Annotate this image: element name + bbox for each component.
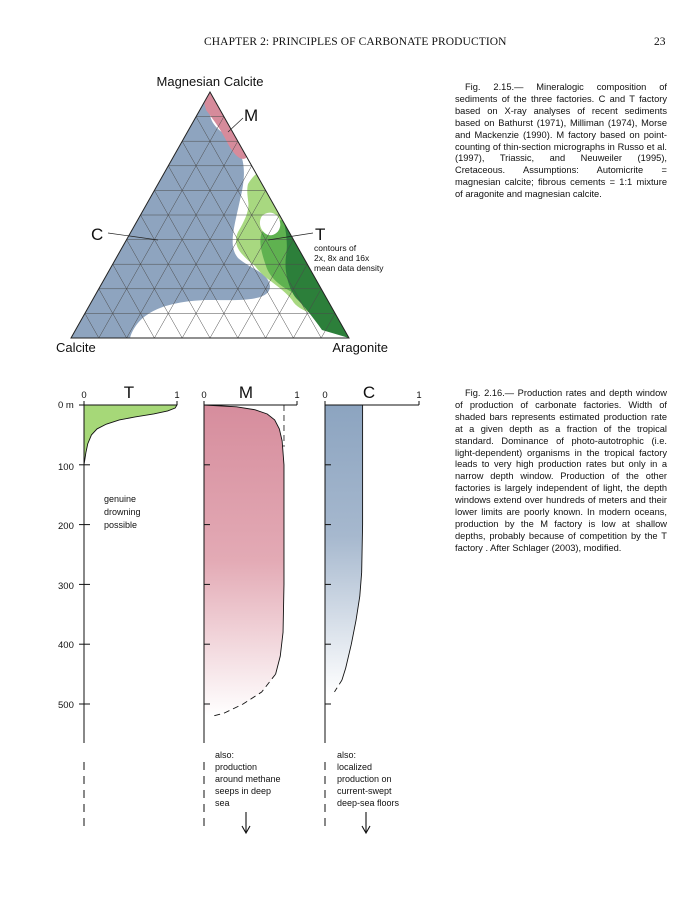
drowning-note-line-1: genuine (104, 494, 137, 504)
panel-c-xmax: 1 (416, 390, 422, 401)
depth-tick-100: 100 (58, 462, 74, 473)
m-note-line-2: production (215, 762, 258, 772)
panel-m-xmax: 1 (294, 390, 300, 401)
c-production-fill (325, 405, 363, 695)
panel-title-c: C (362, 383, 376, 402)
depth-tick-200: 200 (58, 521, 74, 532)
m-production-fill (204, 405, 284, 716)
factory-label-c: C (91, 225, 104, 244)
drowning-note-line-2: drowning (104, 507, 141, 517)
c-note-line-1: also: (337, 750, 357, 760)
panel-m-xmin: 0 (201, 390, 207, 401)
figure-2-16-caption: Fig. 2.16.— Production rates and depth window of production of carbonate factories. Width of shaded bars represents estimated production rate at a given depth as a fraction of the tropical standard. Dominance of photo-autotrophic (i.e. light-dependent) organisms in the tropical factory leads to very high production rates but only in a narrow depth window. Production of the other factories is largely independent of light, the depth windows extend over hundreds of meters and their lower limits are poorly known. In modern oceans, production by the M factory is low at shallow depths, probably because of competition by the T factory . After Schlager (2003), modified. (455, 388, 667, 553)
apex-label-calcite: Calcite (56, 340, 96, 355)
apex-label-magnesian-calcite: Magnesian Calcite (156, 74, 264, 89)
m-note-line-1: also: (215, 750, 235, 760)
c-deep-arrow (362, 812, 370, 833)
panel-t-xmax: 1 (174, 390, 180, 401)
m-deep-arrow (242, 812, 250, 833)
m-note-line-5: sea (215, 798, 230, 808)
factory-label-t: T (315, 225, 326, 244)
contour-note-line-2: 2x, 8x and 16x (314, 253, 370, 263)
panel-c-xmin: 0 (322, 390, 328, 401)
c-note-line-3: production on (337, 774, 392, 784)
apex-label-aragonite: Aragonite (332, 340, 388, 355)
panel-title-t: T (123, 383, 135, 402)
contour-note-line-3: mean data density (314, 263, 384, 273)
panel-title-m: M (238, 383, 254, 402)
contour-note-line-1: contours of (314, 243, 357, 253)
drowning-note-line-3: possible (104, 520, 138, 530)
page-number: 23 (654, 36, 666, 48)
figure-2-15-caption: Fig. 2.15.— Mineralogic composition of sediments of the three factories. C and T factory based on X-ray analyses of recent sediments based on Bathurst (1971), Milliman (1974), Morse and Mackenzie (1990). M factory based on point-counting of thin-section micrographs in Russo et al. (1997), Triassic, and Neuweiler (1995), Cretaceous. Assumptions: Automicrite = magnesian calcite; fibrous cements = 1:1 mixture of aragonite and magnesian calcite. (455, 82, 667, 200)
c-note-line-4: current-swept (337, 786, 392, 796)
depth-tick-500: 500 (58, 700, 74, 711)
chapter-title: CHAPTER 2: PRINCIPLES OF CARBONATE PRODUCTION (204, 36, 507, 48)
panel-t-xmin: 0 (81, 390, 87, 401)
c-note-line-5: deep-sea floors (337, 798, 400, 808)
depth-tick-0: 0 m (58, 400, 74, 411)
m-note-line-3: around methane (215, 774, 281, 784)
m-note-line-4: seeps in deep (215, 786, 272, 796)
c-note-line-2: localized (337, 762, 373, 772)
depth-tick-400: 400 (58, 640, 74, 651)
factory-label-m: M (244, 106, 259, 125)
depth-tick-300: 300 (58, 581, 74, 592)
t-production-curve (84, 405, 177, 465)
